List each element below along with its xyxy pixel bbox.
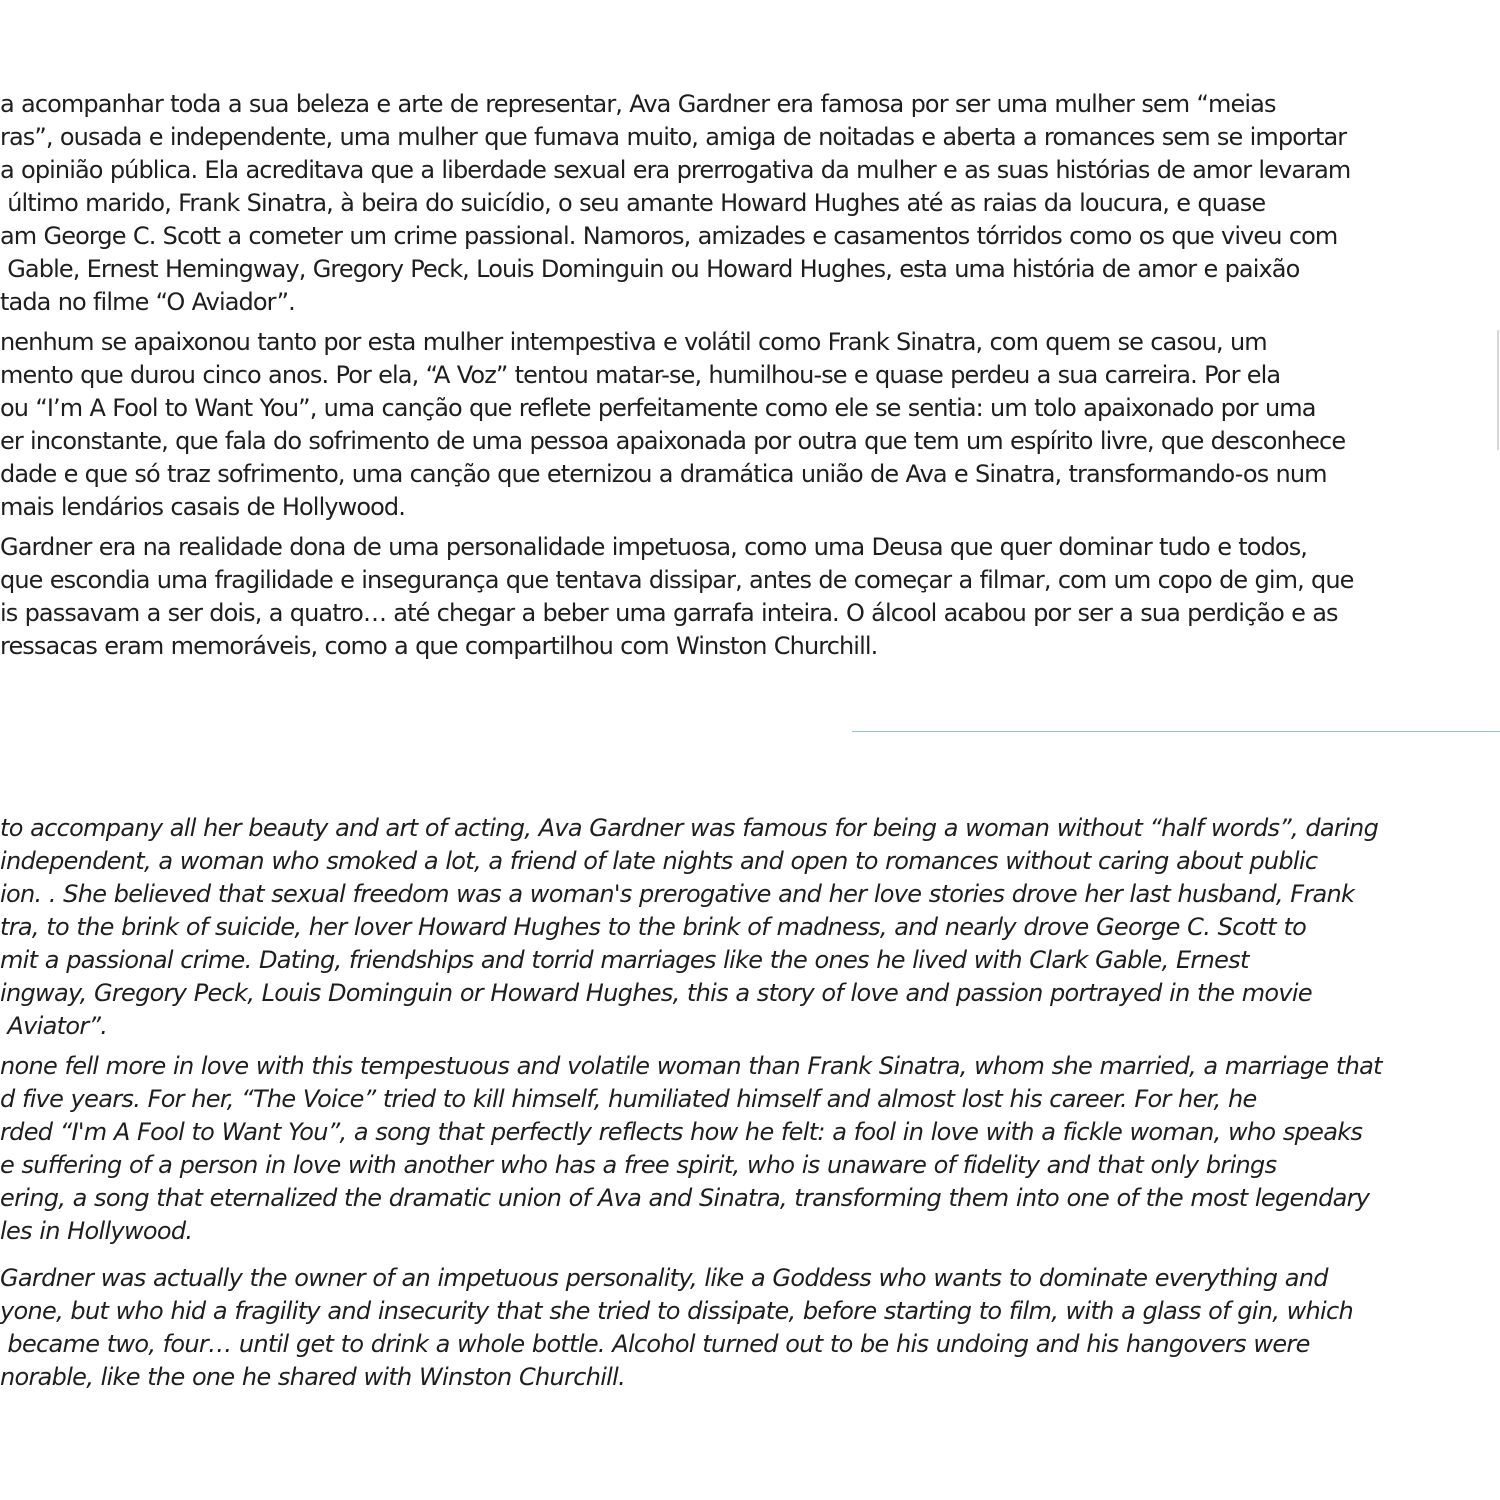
en-p2-line-5: ering, a song that eternalized the dramatic union of Ava and Sinatra, transforming them into one of the most legendary [0, 1184, 1370, 1212]
en-p3-line-3: became two, four… until get to drink a whole bottle. Alcohol turned out to be his undoing and his hangovers were [0, 1330, 1310, 1358]
en-p3-line-2: yone, but who hid a fragility and insecurity that she tried to dissipate, before starting to film, with a glass of gin, which [0, 1297, 1354, 1325]
en-p3-line-1: Gardner was actually the owner of an impetuous personality, like a Goddess who wants to dominate everything and [0, 1264, 1328, 1292]
en-p2-line-4: e suffering of a person in love with another who has a free spirit, who is unaware of fidelity and that only brings [0, 1151, 1277, 1179]
pt-p1-line-7: tada no filme “O Aviador”. [0, 288, 295, 316]
pt-p1-line-5: am George C. Scott a cometer um crime passional. Namoros, amizades e casamentos tórridos como os que viveu com [0, 222, 1338, 250]
en-p3-line-4: norable, like the one he shared with Winston Churchill. [0, 1363, 626, 1391]
pt-p2-line-5: dade e que só traz sofrimento, uma canção que eternizou a dramática união de Ava e Sinatra, transformando-os num [0, 460, 1327, 488]
en-p2-line-3: rded “I'm A Fool to Want You”, a song that perfectly reflects how he felt: a fool in love with a fickle woman, who speaks [0, 1118, 1363, 1146]
section-divider [852, 731, 1500, 732]
pt-p3-line-4: ressacas eram memoráveis, como a que compartilhou com Winston Churchill. [0, 632, 878, 660]
en-p1-line-3: ion. . She believed that sexual freedom was a woman's prerogative and her love stories drove her last husband, Frank [0, 880, 1355, 908]
pt-p1-line-2: ras”, ousada e independente, uma mulher que fumava muito, amiga de noitadas e aberta a romances sem se importar [0, 123, 1347, 151]
pt-p2-line-6: mais lendários casais de Hollywood. [0, 493, 405, 521]
en-p1-line-4: tra, to the brink of suicide, her lover Howard Hughes to the brink of madness, and nearly drove George C. Scott to [0, 913, 1307, 941]
page-edge-shadow [1497, 330, 1499, 450]
pt-p2-line-4: er inconstante, que fala do sofrimento de uma pessoa apaixonada por outra que tem um espírito livre, que desconhece [0, 427, 1346, 455]
pt-p2-line-2: mento que durou cinco anos. Por ela, “A Voz” tentou matar-se, humilhou-se e quase perdeu a sua carreira. Por ela [0, 361, 1281, 389]
pt-p1-line-6: Gable, Ernest Hemingway, Gregory Peck, Louis Dominguin ou Howard Hughes, esta uma história de amor e paixão [0, 255, 1300, 283]
en-p2-line-2: d five years. For her, “The Voice” tried to kill himself, humiliated himself and almost lost his career. For her, he [0, 1085, 1257, 1113]
en-p1-line-2: independent, a woman who smoked a lot, a friend of late nights and open to romances without caring about public [0, 847, 1318, 875]
en-p2-line-1: none fell more in love with this tempestuous and volatile woman than Frank Sinatra, whom she married, a marriage that [0, 1052, 1382, 1080]
pt-p3-line-1: Gardner era na realidade dona de uma personalidade impetuosa, como uma Deusa que quer dominar tudo e todos, [0, 533, 1308, 561]
pt-p1-line-4: último marido, Frank Sinatra, à beira do suicídio, o seu amante Howard Hughes até as raias da loucura, e quase [0, 189, 1266, 217]
pt-p1-line-3: a opinião pública. Ela acreditava que a liberdade sexual era prerrogativa da mulher e as suas histórias de amor levaram [0, 156, 1351, 184]
pt-p2-line-1: nenhum se apaixonou tanto por esta mulher intempestiva e volátil como Frank Sinatra, com quem se casou, um [0, 328, 1267, 356]
en-p2-line-6: les in Hollywood. [0, 1217, 193, 1245]
en-p1-line-7: Aviator”. [0, 1012, 108, 1040]
pt-p1-line-1: a acompanhar toda a sua beleza e arte de representar, Ava Gardner era famosa por ser uma mulher sem “meias [0, 90, 1276, 118]
en-p1-line-1: to accompany all her beauty and art of acting, Ava Gardner was famous for being a woman without “half words”, daring [0, 814, 1379, 842]
en-p1-line-5: mit a passional crime. Dating, friendships and torrid marriages like the ones he lived with Clark Gable, Ernest [0, 946, 1249, 974]
pt-p2-line-3: ou “I’m A Fool to Want You”, uma canção que reflete perfeitamente como ele se sentia: um tolo apaixonado por uma [0, 394, 1316, 422]
pt-p3-line-2: que escondia uma fragilidade e insegurança que tentava dissipar, antes de começar a filmar, com um copo de gim, que [0, 566, 1354, 594]
en-p1-line-6: ingway, Gregory Peck, Louis Dominguin or Howard Hughes, this a story of love and passion portrayed in the movie [0, 979, 1312, 1007]
pt-p3-line-3: is passavam a ser dois, a quatro… até chegar a beber uma garrafa inteira. O álcool acabou por ser a sua perdição e as [0, 599, 1338, 627]
